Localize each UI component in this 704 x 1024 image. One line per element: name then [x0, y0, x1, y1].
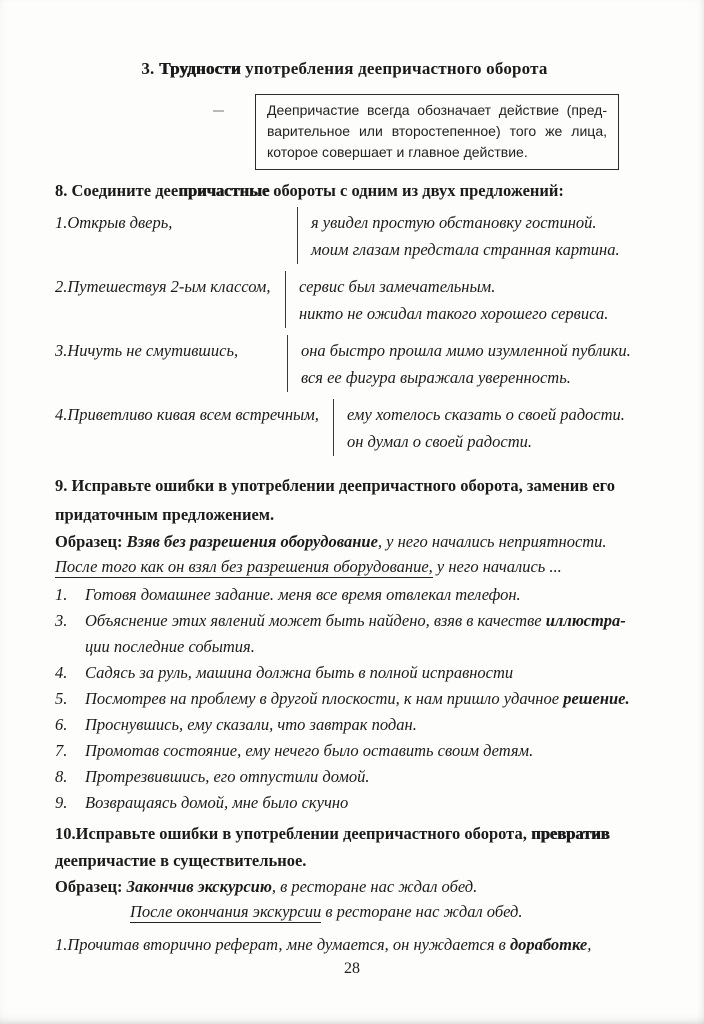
- item-text-before: Протрезвившись, его отпустили домой.: [85, 767, 370, 786]
- exercise-9-items: [55, 582, 634, 816]
- exercise-9-heading: 9. Исправьте ошибки в употреблении деепричастного оборота, заменив его придаточным предложением.: [55, 476, 616, 524]
- exercise-10-sample: [55, 874, 634, 899]
- sample-phrase-rest: , у него начались неприятности.: [377, 532, 607, 551]
- scan-artifact: [213, 110, 224, 112]
- list-item-5: [55, 686, 634, 712]
- pair-3-options: [287, 335, 631, 392]
- pair-4-left-phrase: 4.Приветливо кивая всем встречным,: [55, 405, 319, 424]
- item-text: [85, 764, 634, 790]
- item-text: [85, 660, 634, 686]
- exercise-10-sample-answer: [55, 899, 634, 924]
- item-text-before: Готовя домашнее задание. меня все время отвлекал телефон.: [85, 585, 521, 604]
- sample-label: Образец:: [55, 532, 123, 551]
- pair-4-option-2: он думал о своей радости.: [347, 432, 533, 451]
- pair-1-options: [297, 207, 620, 264]
- exercise-10-item-1: [55, 933, 634, 957]
- list-item-3: [55, 608, 634, 660]
- exercise-8-heading-emphasis: причастные: [178, 181, 270, 200]
- pair-2-option-2: никто не ожидал такого хорошего сервиса.: [299, 304, 609, 323]
- pair-3-option-2: вся ее фигура выражала уверенность.: [301, 368, 571, 387]
- pair-2-left-phrase: 2.Путешествуя 2-ым классом,: [55, 277, 271, 296]
- matching-pair-4: [55, 399, 634, 456]
- list-item-1: [55, 582, 634, 608]
- item-text-before: Проснувшись, ему сказали, что завтрак подан.: [85, 715, 417, 734]
- item-text-before: Посмотрев на проблему в другой плоскости, к нам пришло удачное: [85, 689, 564, 708]
- definition-line-2: варительное или второстепенное) того же лица,: [267, 123, 607, 139]
- item-text-before: Прочитав вторично реферат, мне думается, он нуждается в: [67, 935, 510, 954]
- item-text: [85, 738, 634, 764]
- item-text: [85, 712, 634, 738]
- pair-2-option-1: сервис был замечательным.: [299, 277, 496, 296]
- page-title: [55, 58, 634, 80]
- list-item-6: [55, 712, 634, 738]
- exercise-8-heading-prefix: 8. Соедините дее: [55, 181, 179, 200]
- list-item-7: [55, 738, 634, 764]
- sample-answer-rest: у него начались ...: [432, 557, 562, 576]
- exercise-8-heading: [55, 180, 634, 202]
- page-number: 28: [344, 960, 360, 977]
- item-number: 1.: [55, 585, 68, 604]
- item-text-after: ции последние события.: [85, 637, 255, 656]
- item-text: [85, 790, 634, 816]
- item-number: 1.: [55, 935, 68, 954]
- item-number: 7.: [55, 741, 68, 760]
- pair-1-option-2: моим глазам предстала странная картина.: [311, 240, 620, 259]
- definition-line-1: Деепричастие всегда обозначает действие (пред-: [267, 102, 607, 118]
- list-item-9: [55, 790, 634, 816]
- list-item-8: [55, 764, 634, 790]
- item-text-after: ,: [587, 935, 592, 954]
- pair-3-option-1: она быстро прошла мимо изумленной публики.: [301, 341, 631, 360]
- pair-2-options: [285, 271, 608, 328]
- title-emphasis: Трудности: [158, 59, 241, 78]
- item-text-bold: решение.: [563, 689, 630, 708]
- item-text-bold: доработке: [509, 935, 588, 954]
- matching-pair-2: [55, 271, 634, 328]
- item-text: [85, 686, 634, 712]
- pair-1-left-phrase: 1.Открыв дверь,: [55, 213, 173, 232]
- exercise-10-heading-prefix: 10.Исправьте ошибки в употреблении деепричастного оборота,: [55, 824, 531, 843]
- item-number: 9.: [55, 793, 68, 812]
- pair-4-option-1: ему хотелось сказать о своей радости.: [347, 405, 625, 424]
- matching-exercise: [55, 207, 634, 456]
- matching-pair-3: [55, 335, 634, 392]
- pair-4-options: [333, 399, 625, 456]
- exercise-8-heading-rest: обороты с одним из двух предложений:: [269, 181, 564, 200]
- item-text-before: Садясь за руль, машина должна быть в полной исправности: [85, 663, 514, 682]
- list-item-4: [55, 660, 634, 686]
- pair-1-option-1: я увидел простую обстановку гостиной.: [311, 213, 597, 232]
- item-number: 4.: [55, 663, 68, 682]
- sample-label: Образец:: [55, 877, 123, 896]
- sample-phrase-bold: Закончив экскурсию: [126, 877, 272, 896]
- sample-answer-rest: в ресторане нас ждал обед.: [321, 902, 523, 921]
- exercise-9-sample: [55, 529, 634, 579]
- exercise-10-heading-emphasis: превратив: [530, 824, 610, 843]
- item-text: [85, 608, 634, 660]
- sample-phrase-rest: , в ресторане нас ждал обед.: [271, 877, 478, 896]
- item-number: 3.: [55, 611, 68, 630]
- sample-answer-underlined: После окончания экскурсии: [130, 902, 322, 921]
- item-number: 8.: [55, 767, 68, 786]
- item-text-bold: иллюстра-: [545, 611, 626, 630]
- matching-pair-1: [55, 207, 634, 264]
- title-prefix: 3.: [141, 59, 159, 78]
- sample-phrase-bold: Взяв без разрешения оборудование: [126, 532, 378, 551]
- item-number: 5.: [55, 689, 68, 708]
- definition-box: [255, 94, 619, 170]
- item-text-before: Возвращаясь домой, мне было скучно: [85, 793, 349, 812]
- item-text: [85, 582, 634, 608]
- exercise-10-heading-rest: деепричастие в существительное.: [55, 851, 307, 870]
- item-number: 6.: [55, 715, 68, 734]
- item-text-before: Объяснение этих явлений может быть найдено, взяв в качестве: [85, 611, 546, 630]
- sample-answer-underlined: После того как он взял без разрешения оборудование,: [55, 557, 433, 576]
- item-text-before: Промотав состояние, ему нечего было оставить своим детям.: [85, 741, 534, 760]
- pair-3-left-phrase: 3.Ничуть не смутившись,: [55, 341, 239, 360]
- definition-line-3: которое совершает и главное действие.: [267, 144, 528, 160]
- exercise-10-heading: [55, 820, 634, 874]
- title-rest: употребления деепричастного оборота: [240, 59, 548, 78]
